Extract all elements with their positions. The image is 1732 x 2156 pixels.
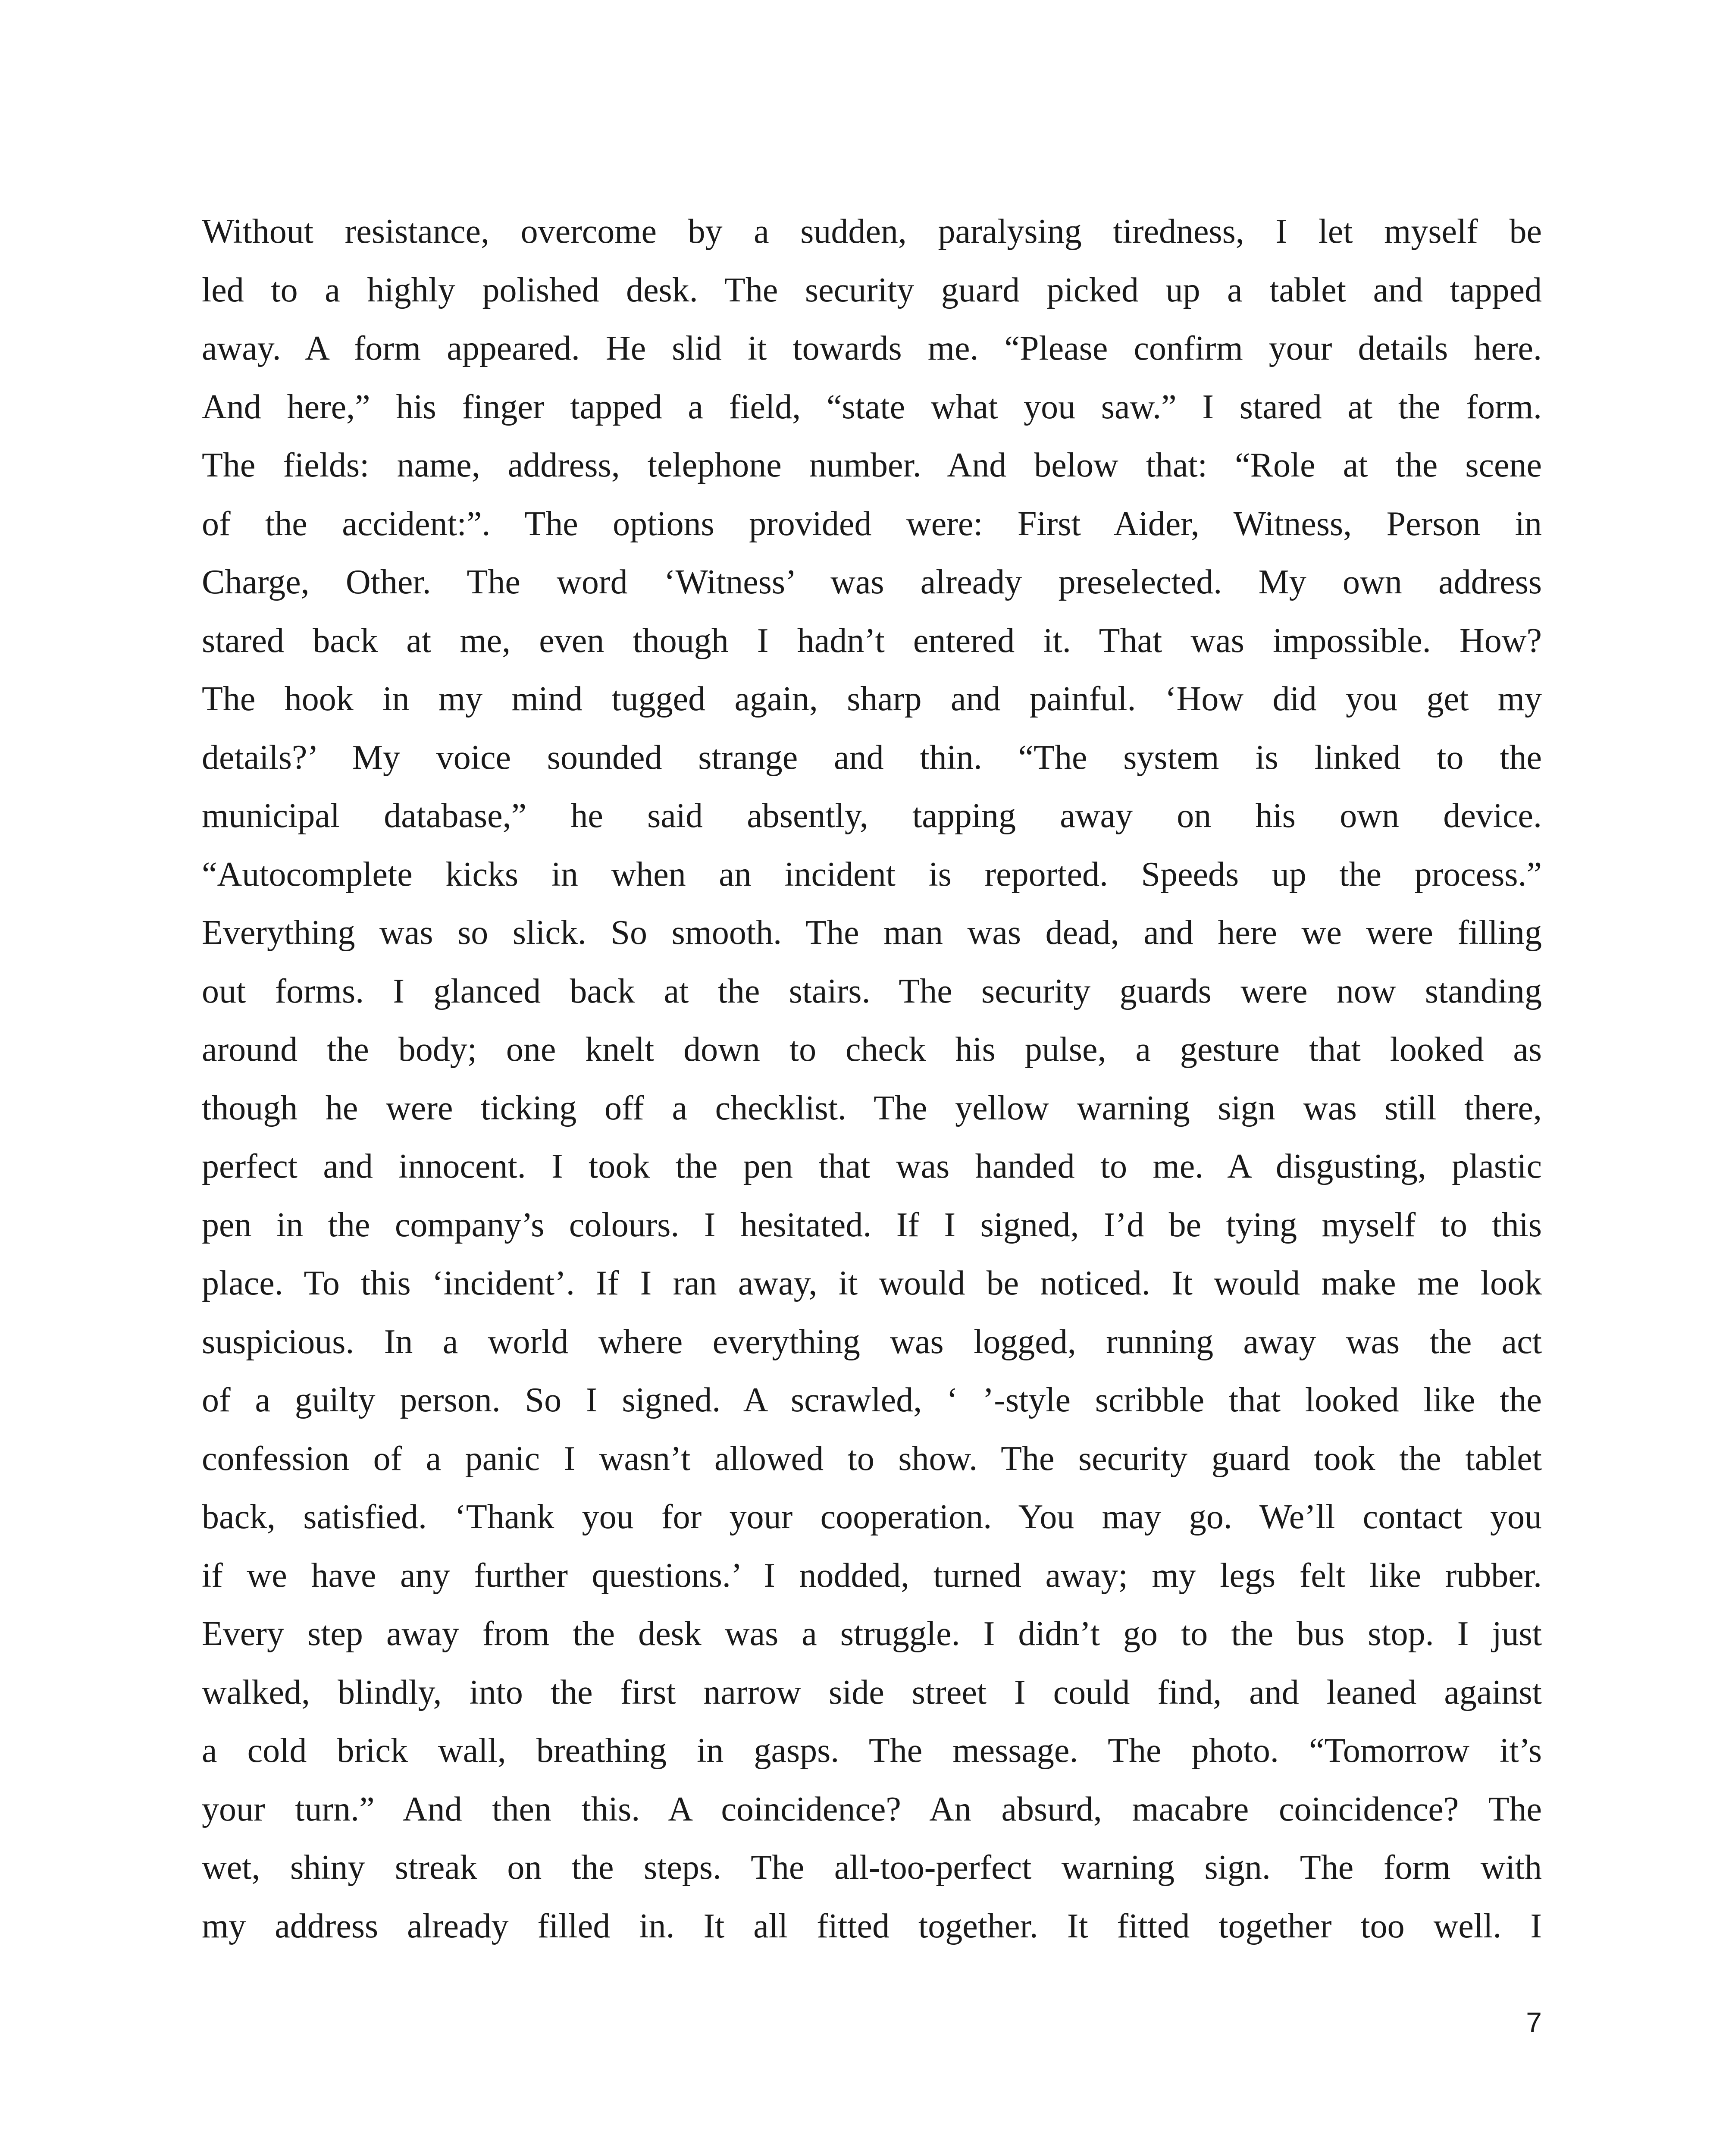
text-line: Charge, Other. The word ‘Witness’ was already preselected. My own address xyxy=(202,563,1542,601)
text-line: Everything was so slick. So smooth. The man was dead, and here we were filling xyxy=(202,914,1542,952)
text-line: your turn.” And then this. A coincidence? An absurd, macabre coincidence? The xyxy=(202,1790,1542,1828)
text-line: pen in the company’s colours. I hesitated. If I signed, I’d be tying myself to this xyxy=(202,1206,1542,1244)
text-line: wet, shiny streak on the steps. The all-too-perfect warning sign. The form with xyxy=(202,1849,1542,1887)
text-line: perfect and innocent. I took the pen that was handed to me. A disgusting, plastic xyxy=(202,1147,1542,1185)
text-line: details?’ My voice sounded strange and thin. “The system is linked to the xyxy=(202,738,1542,777)
text-line: place. To this ‘incident’. If I ran away, it would be noticed. It would make me look xyxy=(202,1264,1542,1302)
text-line: around the body; one knelt down to check his pulse, a gesture that looked as xyxy=(202,1031,1542,1069)
text-line: if we have any further questions.’ I nodded, turned away; my legs felt like rubber. xyxy=(202,1556,1542,1595)
text-line: my address already filled in. It all fitted together. It fitted together too well. I xyxy=(202,1907,1542,1945)
text-line: walked, blindly, into the first narrow side street I could find, and leaned against xyxy=(202,1673,1542,1711)
text-line: led to a highly polished desk. The security guard picked up a tablet and tapped xyxy=(202,271,1542,309)
text-line: confession of a panic I wasn’t allowed to show. The security guard took the tablet xyxy=(202,1439,1542,1478)
text-line: of a guilty person. So I signed. A scrawled, ‘ ’-style scribble that looked like the xyxy=(202,1381,1542,1419)
text-line: municipal database,” he said absently, tapping away on his own device. xyxy=(202,797,1542,835)
text-line: The hook in my mind tugged again, sharp and painful. ‘How did you get my xyxy=(202,680,1542,718)
body-paragraph xyxy=(202,203,1542,1955)
text-line: out forms. I glanced back at the stairs. The security guards were now standing xyxy=(202,972,1542,1010)
page-number: 7 xyxy=(1526,2006,1542,2038)
text-line: of the accident:”. The options provided were: First Aider, Witness, Person in xyxy=(202,505,1542,543)
text-line: a cold brick wall, breathing in gasps. The message. The photo. “Tomorrow it’s xyxy=(202,1732,1542,1770)
text-line: though he were ticking off a checklist. The yellow warning sign was still there, xyxy=(202,1089,1542,1127)
text-line: away. A form appeared. He slid it towards me. “Please confirm your details here. xyxy=(202,329,1542,367)
text-line: Every step away from the desk was a struggle. I didn’t go to the bus stop. I just xyxy=(202,1615,1542,1653)
text-line: Without resistance, overcome by a sudden, paralysing tiredness, I let myself be xyxy=(202,213,1542,251)
text-line: suspicious. In a world where everything was logged, running away was the act xyxy=(202,1322,1542,1361)
text-line: “Autocomplete kicks in when an incident is reported. Speeds up the process.” xyxy=(202,855,1542,893)
text-line: The fields: name, address, telephone number. And below that: “Role at the scene xyxy=(202,446,1542,484)
text-line: And here,” his finger tapped a field, “state what you saw.” I stared at the form. xyxy=(202,388,1542,426)
text-line: back, satisfied. ‘Thank you for your cooperation. You may go. We’ll contact you xyxy=(202,1498,1542,1536)
text-line: stared back at me, even though I hadn’t entered it. That was impossible. How? xyxy=(202,621,1542,660)
